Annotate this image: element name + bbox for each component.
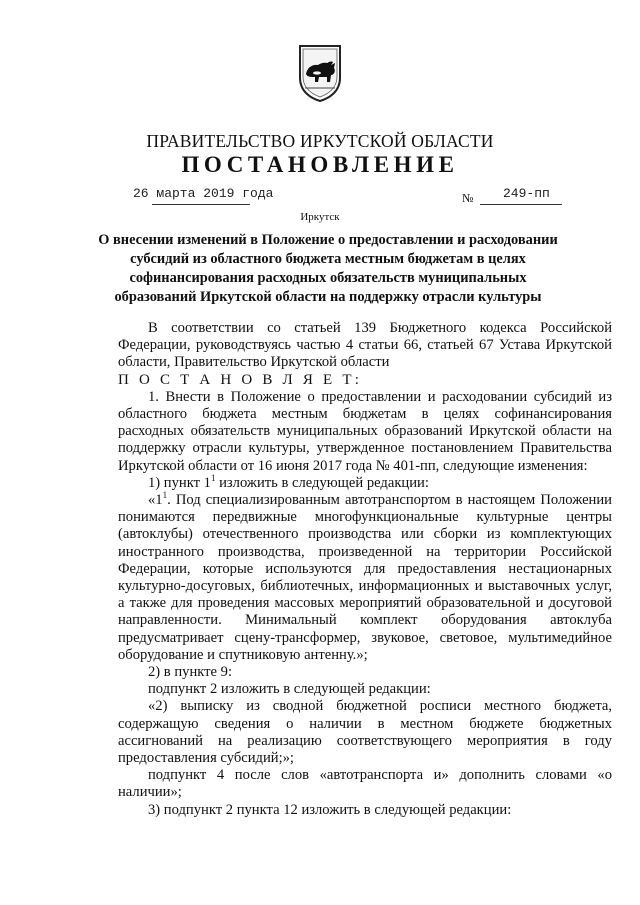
document-number: 249-пп [503, 186, 550, 201]
number-underline [480, 204, 562, 205]
decree-word: П О С Т А Н О В Л Я Е Т: [118, 371, 363, 388]
document-type: ПОСТАНОВЛЕНИЕ [181, 152, 459, 177]
subitem-2-a: подпункт 2 изложить в следующей редакции: [148, 681, 431, 698]
city: Иркутск [300, 211, 340, 223]
subitem-1-suffix: изложить в следующей редакции: [215, 474, 429, 491]
date-underline [152, 204, 250, 205]
quote-1-prefix: «1 [148, 492, 163, 509]
quote-1 [118, 492, 612, 664]
government-name: ПРАВИТЕЛЬСТВО ИРКУТСКОЙ ОБЛАСТИ [146, 131, 494, 151]
subitem-1-sup: 1 [210, 472, 216, 483]
document-title: О внесении изменений в Положение о предоставлении и расходовании субсидий из областного бюджета местным бюджетам в целях софинансирования расходных обязательств муниципальных образований Иркутской области на поддержку отрасли культуры [98, 232, 558, 305]
quote-1-text: . Под специализированным автотранспортом в настоящем Положении понимаются передвижные многофункциональные культурные центры (автоклубы) отечественного производства или сборки из комплектующих иностранного производства, произведенной на территории Российской Федерации, которые используются для предоставления нестационарных культурно-досуговых, библиотечных, информационных и выставочных услуг, а также для проведения массовых мероприятий образовательной и досуговой направленности. Минимальный комплект оборудования автоклуба предусматривает сцену-трансформер, звуковое, световое, мультимедийное оборудование и спутниковую антенну.»; [118, 492, 612, 663]
item-1: 1. Внести в Положение о предоставлении и расходовании субсидий из областного бюджета местным бюджетам в целях софинансирования расходных обязательств муниципальных образований Иркутской области на поддержку отрасли культуры, утвержденное постановлением Правительства Иркутской области от 16 июня 2017 года № 401-пп, следующие изменения: [118, 388, 612, 474]
document-date: 26 марта 2019 года [133, 186, 274, 201]
number-sign: № [462, 191, 474, 205]
subitem-1-prefix: 1) пункт 1 [148, 474, 211, 491]
preamble: В соответствии со статьей 139 Бюджетного кодекса Российской Федерации, руководствуясь частью 4 статьи 66, статьей 67 Устава Иркутской области, Правительство Иркутской области [118, 320, 612, 371]
subitem-1 [118, 472, 612, 492]
quote-1-sup: 1 [162, 490, 168, 501]
quote-2: «2) выписку из сводной бюджетной росписи местного бюджета, содержащую сведения о наличии в местном бюджете бюджетных ассигнований на реализацию соответствующего мероприятия в году предоставления субсидий;»; [118, 698, 612, 767]
irkutsk-coat-of-arms-icon [297, 44, 343, 102]
subitem-2: 2) в пункте 9: [148, 664, 233, 681]
subitem-3: 3) подпункт 2 пункта 12 изложить в следующей редакции: [148, 801, 512, 818]
document-body [118, 320, 612, 819]
subitem-2-b: подпункт 4 после слов «автотранспорта и» дополнить словами «о наличии»; [118, 767, 612, 801]
